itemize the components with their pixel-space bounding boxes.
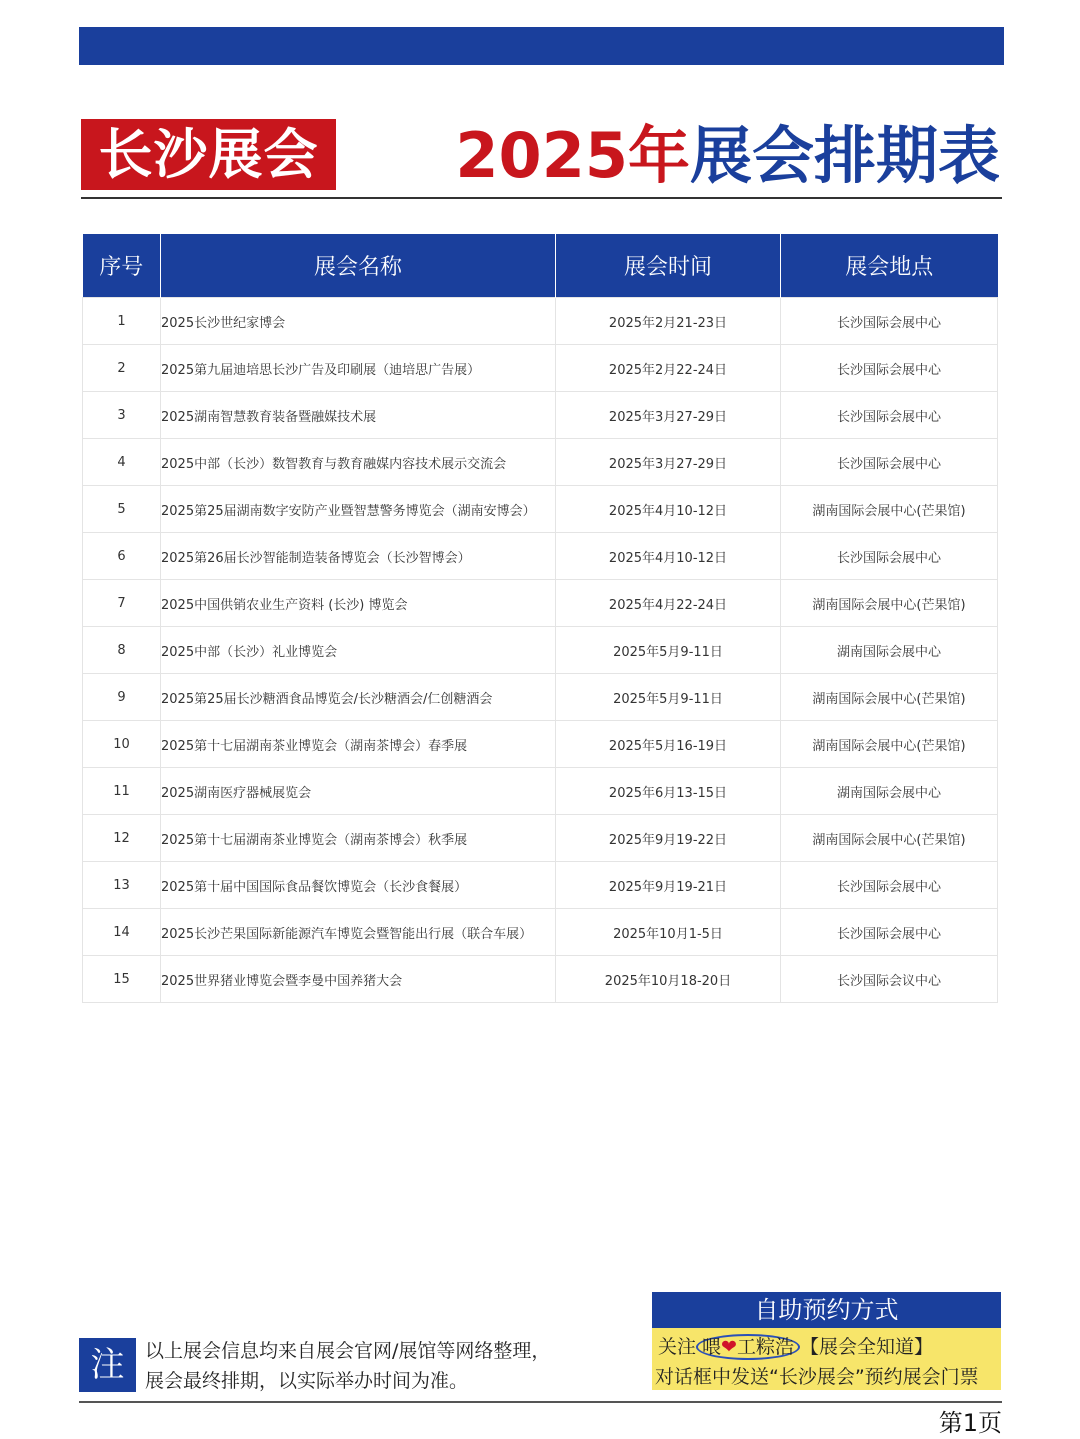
table-row	[83, 909, 998, 956]
cell-date: 2025年10月18-20日	[556, 956, 781, 1003]
table-row	[83, 392, 998, 439]
cell-index: 2	[83, 345, 161, 392]
cell-index: 9	[83, 674, 161, 721]
booking-instruction: 对话框中发送“长沙展会”预约展会门票	[655, 1366, 979, 1388]
cell-exhibition-name: 2025第十七届湖南茶业博览会（湖南茶博会）秋季展	[161, 815, 556, 862]
cell-venue: 湖南国际会展中心(芒果馆)	[781, 486, 998, 533]
cell-index: 13	[83, 862, 161, 909]
page-title	[455, 120, 1000, 192]
cell-venue: 湖南国际会展中心(芒果馆)	[781, 815, 998, 862]
cell-exhibition-name: 2025长沙芒果国际新能源汽车博览会暨智能出行展（联合车展）	[161, 909, 556, 956]
cell-venue: 湖南国际会展中心	[781, 768, 998, 815]
exhibition-schedule-table	[82, 234, 998, 1003]
column-header-venue: 展会地点	[781, 234, 998, 298]
cell-exhibition-name: 2025湖南医疗器械展览会	[161, 768, 556, 815]
cell-index: 3	[83, 392, 161, 439]
note-line: 展会最终排期，以实际举办时间为准。	[145, 1370, 469, 1392]
cell-date: 2025年10月1-5日	[556, 909, 781, 956]
cell-index: 1	[83, 298, 161, 345]
cell-date: 2025年5月9-11日	[556, 627, 781, 674]
column-header-date: 展会时间	[556, 234, 781, 298]
top-banner-bar	[79, 27, 1004, 65]
table-row	[83, 533, 998, 580]
cell-venue: 湖南国际会展中心(芒果馆)	[781, 580, 998, 627]
page-title-year: 2025年	[455, 119, 690, 192]
cell-index: 12	[83, 815, 161, 862]
table-row	[83, 439, 998, 486]
cell-date: 2025年4月10-12日	[556, 533, 781, 580]
cell-venue: 长沙国际会展中心	[781, 392, 998, 439]
cell-index: 5	[83, 486, 161, 533]
column-header-name: 展会名称	[161, 234, 556, 298]
cell-index: 11	[83, 768, 161, 815]
cell-date: 2025年6月13-15日	[556, 768, 781, 815]
header-divider	[81, 197, 1002, 199]
cell-date: 2025年9月19-21日	[556, 862, 781, 909]
cell-index: 7	[83, 580, 161, 627]
table-row	[83, 862, 998, 909]
cell-venue: 长沙国际会展中心	[781, 298, 998, 345]
table-row	[83, 815, 998, 862]
cell-date: 2025年2月22-24日	[556, 345, 781, 392]
cell-date: 2025年5月9-11日	[556, 674, 781, 721]
table-row	[83, 674, 998, 721]
table-header-row	[83, 234, 998, 298]
cell-index: 10	[83, 721, 161, 768]
table-row	[83, 627, 998, 674]
page-title-text: 展会排期表	[689, 119, 1000, 192]
page-number: 第1页	[938, 1409, 1002, 1437]
table-row	[83, 580, 998, 627]
cell-exhibition-name: 2025中部（长沙）数智教育与教育融媒内容技术展示交流会	[161, 439, 556, 486]
cell-exhibition-name: 2025中国供销农业生产资料 (长沙) 博览会	[161, 580, 556, 627]
cell-exhibition-name: 2025第十届中国国际食品餐饮博览会（长沙食餐展）	[161, 862, 556, 909]
booking-account-name: 喂❤工粽浩	[696, 1334, 800, 1360]
cell-exhibition-name: 2025第九届迪培思长沙广告及印刷展（迪培思广告展）	[161, 345, 556, 392]
booking-follow-prefix: 关注	[658, 1336, 697, 1358]
cell-exhibition-name: 2025湖南智慧教育装备暨融媒技术展	[161, 392, 556, 439]
cell-venue: 长沙国际会展中心	[781, 909, 998, 956]
cell-venue: 长沙国际会展中心	[781, 533, 998, 580]
cell-date: 2025年3月27-29日	[556, 392, 781, 439]
note-line: 以上展会信息均来自展会官网/展馆等网络整理，	[145, 1340, 551, 1362]
cell-index: 14	[83, 909, 161, 956]
cell-date: 2025年4月22-24日	[556, 580, 781, 627]
booking-info	[652, 1328, 1001, 1390]
heart-icon: ❤	[721, 1336, 737, 1358]
table-row	[83, 345, 998, 392]
cell-exhibition-name: 2025第十七届湖南茶业博览会（湖南茶博会）春季展	[161, 721, 556, 768]
table-row	[83, 956, 998, 1003]
booking-follow-line	[658, 1332, 933, 1359]
cell-date: 2025年5月16-19日	[556, 721, 781, 768]
cell-exhibition-name: 2025世界猪业博览会暨李曼中国养猪大会	[161, 956, 556, 1003]
cell-index: 15	[83, 956, 161, 1003]
cell-venue: 湖南国际会展中心(芒果馆)	[781, 674, 998, 721]
booking-account-tag: 【展会全知道】	[799, 1336, 933, 1358]
cell-venue: 湖南国际会展中心(芒果馆)	[781, 721, 998, 768]
cell-exhibition-name: 2025中部（长沙）礼业博览会	[161, 627, 556, 674]
note-label: 注	[79, 1338, 136, 1392]
cell-date: 2025年2月21-23日	[556, 298, 781, 345]
cell-venue: 长沙国际会展中心	[781, 862, 998, 909]
cell-date: 2025年3月27-29日	[556, 439, 781, 486]
cell-exhibition-name: 2025第25届长沙糖酒食品博览会/长沙糖酒会/仁创糖酒会	[161, 674, 556, 721]
cell-venue: 长沙国际会议中心	[781, 956, 998, 1003]
brand-label: 长沙展会	[81, 119, 336, 190]
table-row	[83, 486, 998, 533]
table-row	[83, 768, 998, 815]
note-text	[145, 1336, 605, 1396]
table-row	[83, 721, 998, 768]
cell-venue: 长沙国际会展中心	[781, 439, 998, 486]
booking-title: 自助预约方式	[652, 1292, 1001, 1328]
cell-date: 2025年4月10-12日	[556, 486, 781, 533]
cell-index: 4	[83, 439, 161, 486]
cell-index: 8	[83, 627, 161, 674]
cell-index: 6	[83, 533, 161, 580]
cell-venue: 湖南国际会展中心	[781, 627, 998, 674]
cell-exhibition-name: 2025长沙世纪家博会	[161, 298, 556, 345]
cell-venue: 长沙国际会展中心	[781, 345, 998, 392]
cell-exhibition-name: 2025第25届湖南数字安防产业暨智慧警务博览会（湖南安博会）	[161, 486, 556, 533]
column-header-index: 序号	[83, 234, 161, 298]
footer-divider	[79, 1401, 1002, 1403]
table-row	[83, 298, 998, 345]
cell-date: 2025年9月19-22日	[556, 815, 781, 862]
cell-exhibition-name: 2025第26届长沙智能制造装备博览会（长沙智博会）	[161, 533, 556, 580]
table-body	[83, 298, 998, 1003]
